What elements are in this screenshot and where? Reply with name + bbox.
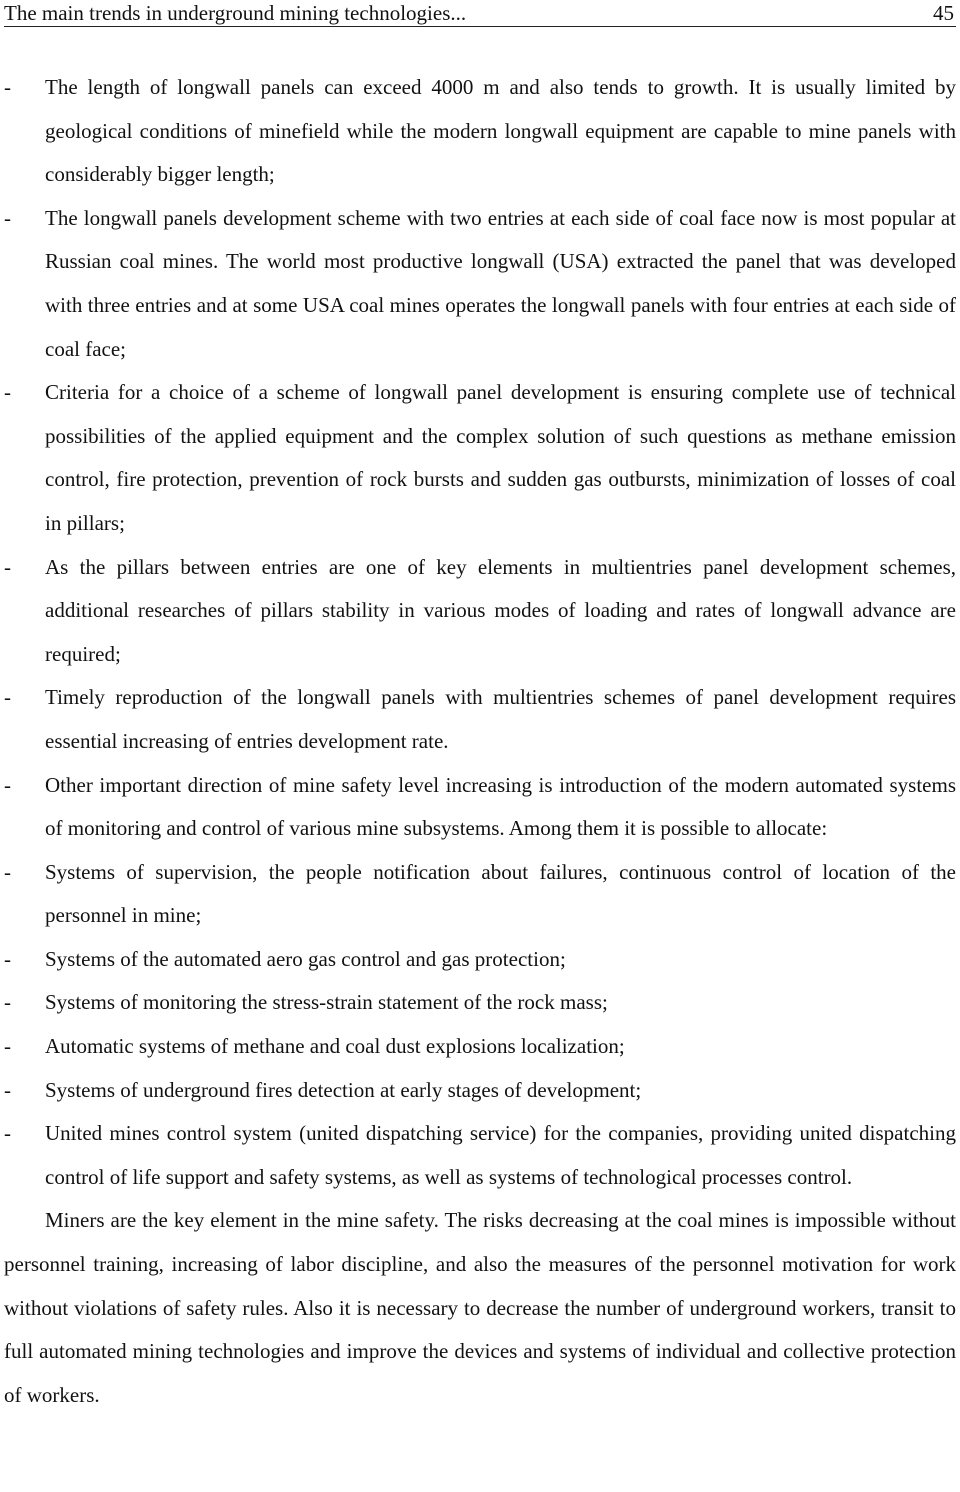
list-item: [4, 1069, 956, 1113]
bullet-dash: -: [4, 685, 11, 710]
list-item-text: Systems of supervision, the people notification about failures, continuous control of location of the personnel in mine;: [45, 859, 956, 928]
bullet-dash: -: [4, 859, 11, 884]
bullet-dash: -: [4, 1034, 11, 1059]
page-number: 45: [933, 1, 954, 25]
running-header: [4, 0, 956, 27]
bullet-dash: -: [4, 990, 11, 1015]
bullet-dash: -: [4, 554, 11, 579]
list-item: [4, 1112, 956, 1199]
list-item: [4, 197, 956, 371]
list-item: [4, 1025, 956, 1069]
list-item: [4, 851, 956, 938]
list-item: [4, 546, 956, 677]
bullet-dash: -: [4, 205, 11, 230]
list-item: [4, 66, 956, 197]
list-item-text: As the pillars between entries are one of key elements in multientries panel development schemes, additional researches of pillars stability in various modes of loading and rates of longwall advance are required;: [45, 554, 956, 666]
bullet-dash: -: [4, 1077, 11, 1102]
list-item-text: Systems of the automated aero gas control and gas protection;: [45, 946, 566, 971]
list-item-text: Timely reproduction of the longwall panels with multientries schemes of panel development requires essential increasing of entries development rate.: [45, 685, 956, 753]
list-item-text: The longwall panels development scheme with two entries at each side of coal face now is most popular at Russian coal mines. The world most productive longwall (USA) extracted the panel that was developed with three entries and at some USA coal mines operates the longwall panels with four entries at each side of coal face;: [45, 205, 956, 361]
list-item-text: Other important direction of mine safety level increasing is introduction of the modern automated systems of monitoring and control of various mine subsystems. Among them it is possible to allocate:: [45, 772, 956, 841]
body-text: [4, 66, 956, 1417]
list-item-text: The length of longwall panels can exceed 4000 m and also tends to growth. It is usually limited by geological conditions of minefield while the modern longwall equipment are capable to mine panels with considerably bigger length;: [45, 75, 956, 187]
list-item: [4, 938, 956, 982]
bullet-dash: -: [4, 380, 11, 405]
list-item-text: Automatic systems of methane and coal dust explosions localization;: [45, 1034, 625, 1059]
list-item-text: Systems of monitoring the stress-strain statement of the rock mass;: [45, 990, 608, 1015]
bullet-dash: -: [4, 75, 11, 99]
list-item-text: Criteria for a choice of a scheme of longwall panel development is ensuring complete use of technical possibilities of the applied equipment and the complex solution of such questions as methane emission control, fire protection, prevention of rock bursts and sudden gas outbursts, minimization of losses of coal in pillars;: [45, 380, 956, 535]
list-item: [4, 371, 956, 545]
bullet-dash: -: [4, 946, 11, 971]
list-item: [4, 676, 956, 763]
list-item-text: Systems of underground fires detection at early stages of development;: [45, 1077, 642, 1102]
list-item-text: United mines control system (united dispatching service) for the companies, providing united dispatching control of life support and safety systems, as well as systems of technological processes control.: [45, 1121, 956, 1189]
header-title: The main trends in underground mining technologies...: [4, 1, 467, 25]
list-item: [4, 981, 956, 1025]
list-item: [4, 764, 956, 851]
closing-paragraph: Miners are the key element in the mine safety. The risks decreasing at the coal mines is impossible without personnel training, increasing of labor discipline, and also the measures of the personnel motivation for work without violations of safety rules. Also it is necessary to decrease the number of underground workers, transit to full automated mining technologies and improve the devices and systems of individual and collective protection of workers.: [4, 1208, 956, 1407]
bullet-dash: -: [4, 772, 11, 797]
bullet-dash: -: [4, 1121, 11, 1146]
